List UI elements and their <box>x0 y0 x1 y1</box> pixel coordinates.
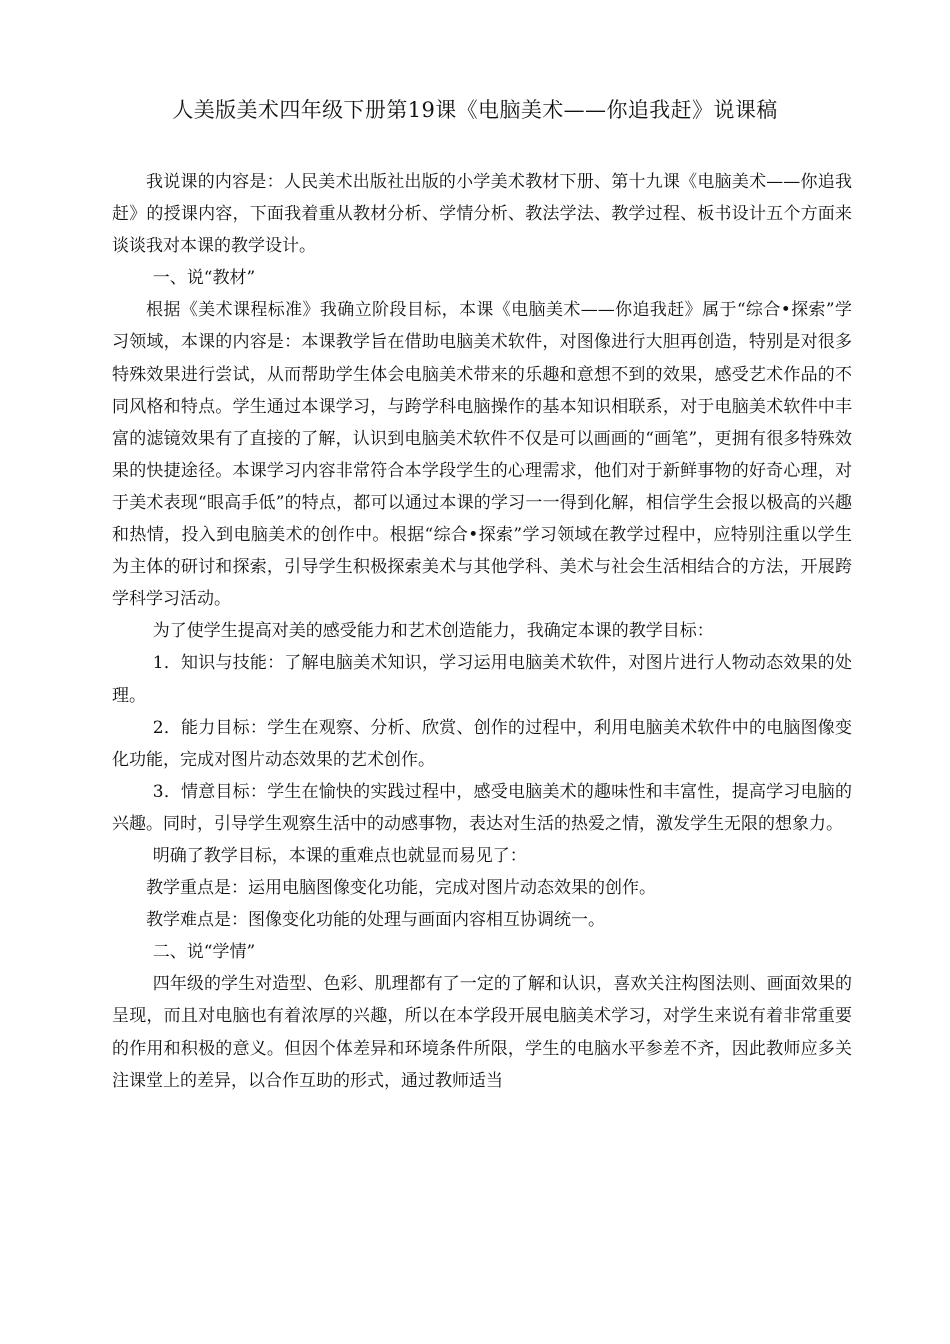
document-body <box>112 166 852 1097</box>
document-title: 人美版美术四年级下册第19课《电脑美术——你追我赶》说课稿 <box>172 98 778 122</box>
paragraph-student-analysis: 四年级的学生对造型、色彩、肌理都有了一定的了解和认识，喜欢关注构图法则、画面效果的呈现，而且对电脑也有着浓厚的兴趣，所以在本学段开展电脑美术学习，对学生来说有着非常重要的作用和积极的意义。但因个体差异和环境条件所限，学生的电脑水平参差不齐，因此教师应多关注课堂上的差异，以合作互助的形式，通过教师适当 <box>112 974 852 1091</box>
paragraph-textbook-analysis: 根据《美术课程标准》我确立阶段目标，本课《电脑美术——你追我赶》属于“综合•探索”学习领域，本课的内容是：本课教学旨在借助电脑美术软件，对图像进行大胆再创造，特别是对很多特殊效果进行尝试，从而帮助学生体会电脑美术带来的乐趣和意想不到的效果，感受艺术作品的不同风格和特点。学生通过本课学习，与跨学科电脑操作的基本知识相联系，对于电脑美术软件中丰富的滤镜效果有了直接的了解，认识到电脑美术软件不仅是可以画画的“画笔”，更拥有很多特殊效果的快捷途径。本课学习内容非常符合本学段学生的心理需求，他们对于新鲜事物的好奇心理，对于美术表现“眼高手低”的特点，都可以通过本课的学习一一得到化解，相信学生会报以极高的兴趣和热情，投入到电脑美术的创作中。根据“综合•探索”学习领域在教学过程中，应特别注重以学生为主体的研讨和探索，引导学生积极探索美术与其他学科、美术与社会生活相结合的方法，开展跨学科学习活动。 <box>112 300 852 610</box>
paragraph-difficult-point: 教学难点是：图像变化功能的处理与画面内容相互协调统一。 <box>146 910 605 931</box>
paragraph-goal-ability: 2．能力目标：学生在观察、分析、欣赏、创作的过程中，利用电脑美术软件中的电脑图像变化功能，完成对图片动态效果的艺术创作。 <box>112 717 852 770</box>
paragraph-keypoints-intro: 明确了教学目标，本课的重难点也就显而易见了： <box>152 845 527 866</box>
paragraph-goal-emotion: 3．情意目标：学生在愉快的实践过程中，感受电脑美术的趣味性和丰富性，提高学习电脑的兴趣。同时，引导学生观察生活中的动感事物，表达对生活的热爱之情，激发学生无限的想象力。 <box>112 781 852 834</box>
paragraph-key-point: 教学重点是：运用电脑图像变化功能，完成对图片动态效果的创作。 <box>146 878 656 899</box>
paragraph-goal-knowledge: 1．知识与技能：了解电脑美术知识，学习运用电脑美术软件，对图片进行人物动态效果的处理。 <box>112 653 852 706</box>
paragraph-goals-intro: 为了使学生提高对美的感受能力和艺术创造能力，我确定本课的教学目标： <box>152 621 714 642</box>
section-heading-textbook: 一、说“教材” <box>152 268 256 289</box>
section-heading-students: 二、说“学情” <box>152 942 256 963</box>
paragraph-intro: 我说课的内容是：人民美术出版社出版的小学美术教材下册、第十九课《电脑美术——你追我赶》的授课内容，下面我着重从教材分析、学情分析、教法学法、教学过程、板书设计五个方面来谈谈我对本课的教学设计。 <box>112 172 852 257</box>
